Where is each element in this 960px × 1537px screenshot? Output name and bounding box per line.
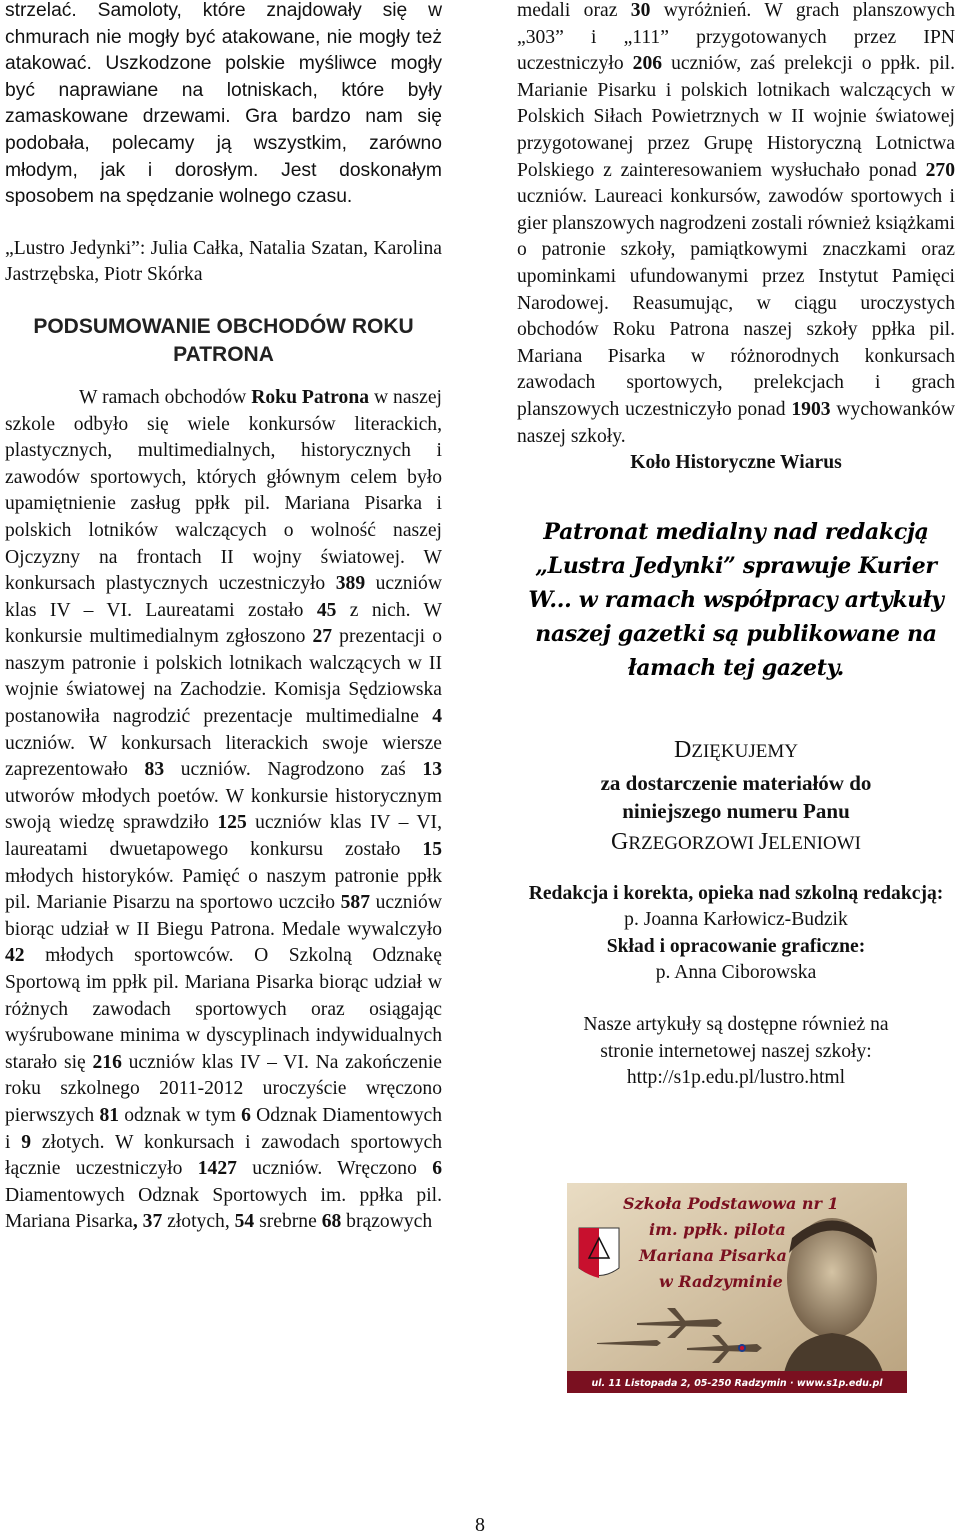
thanks-name	[517, 827, 955, 859]
online-note: Nasze artykuły są dostępne również na stronie internetowej naszej szkoły:	[583, 1014, 889, 1062]
text-run: uczniów, zaś prelekcji o ppłk. pil. Marianie Pisarku i polskich lotnikach walczących w Polskich Siłach Powietrznych w II wojnie światowej przygotowanej przez Grupę Historyczną Lotnictwa Polskiego z zainteresowaniem wysłuchało ponad	[517, 53, 955, 181]
poster-graphic	[567, 1183, 907, 1393]
thanks-title-rest: ZIĘKUJEMY	[691, 740, 798, 762]
bold-figure: 6	[432, 1158, 442, 1180]
article-ending: strzelać. Samoloty, które znajdowały się w chmurach nie mogły być atakowane, nie mogły też atakować. Uszkodzone polskie myśliwce mogły być naprawiane na lotniskach, które były zamaskowane drzewami. Gra bardzo nam się podobała, polecamy ją wszystkim, zarówno młodym, jak i dorosłym. Jest doskonałym sposobem na spędzanie wolnego czasu.	[5, 0, 442, 208]
bold-figure: 54	[234, 1211, 255, 1233]
text-run: prezentacji o naszym patronie i polskich lotnikach walczących w II wojnie światowej na Zachodzie. Komisja Sędziowska postanowiła nagrodzić prezentacje multimedialne	[5, 626, 442, 728]
bold-figure: 216	[92, 1051, 122, 1073]
text-run: uczniów. Laureaci konkursów, zawodów sportowych i gier planszowych nagrodzeni zostali również książkami o patronie szkoły, pamiątkowymi znaczkami oraz upominkami ufundowanymi przez Instytut Pamięci Narodowej. Reasumując, w ciągu uroczystych obchodów Roku Patrona naszej szkoły ppłka pil. Mariana Pisarka w różnorodnych konkursach zawodach sportowych, prelekcjach i grach planszowych uczestniczyło ponad	[517, 186, 955, 420]
layout-name: p. Anna Ciborowska	[655, 962, 817, 984]
bold-figure: 206	[632, 53, 663, 75]
poster-line2: im. ppłk. pilota	[649, 1220, 786, 1239]
text-run: młodych sportowców. O Szkolną Odznakę Sportową im ppłk pil. Mariana Pisarka biorąc udział w różnych zawodach sportowych oraz osiągając wyśrubowane minima w dyscyplinach indywidualnych starało się	[5, 945, 442, 1073]
bold-figure: 30	[630, 0, 651, 21]
poster-line3: Mariana Pisarka	[639, 1246, 787, 1265]
thanks-name-initial-j: J	[758, 828, 769, 855]
bold-figure: , 37	[132, 1211, 163, 1233]
patronage-note: Patronat medialny nad redakcją „Lustra Jedynki” sprawuje Kurier W... w ramach współpracy artykuły naszej gazetki są publikowane na łamach tej gazety.	[528, 518, 944, 681]
summary-text-continued	[517, 0, 955, 450]
text-run: odznak w tym	[119, 1104, 242, 1126]
text-run: uczniów. W konkursach literackich swoje wiersze zaprezentowało	[5, 732, 442, 781]
poster-line1: Szkoła Podstawowa nr 1	[623, 1194, 839, 1213]
school-patron-poster	[567, 1183, 907, 1393]
bold-figure: 15	[422, 839, 442, 861]
text-run: w naszej szkole odbyło się wiele konkursów literackich, plastycznych, multimedialnych, historycznych i zawodów sportowych, których głównym celem było upamiętnienie zasług ppłk pil. Mariana Pisarka i polskich lotników walczących o wolność naszej Ojczyzny na frontach II wojny światowej. W konkursach plastycznych uczestniczyło	[5, 386, 443, 595]
text-run: medali oraz	[517, 0, 631, 21]
text-run: uczniów klas IV – VI. Na zakończenie roku szkolnego 2011-2012 uroczyście wręczono pierwszych	[5, 1051, 442, 1126]
page-number: 8	[475, 1514, 485, 1536]
text-run: z nich. W konkursie multimedialnym zgłoszono	[5, 599, 442, 648]
club-signature-text: Koło Historyczne Wiarus	[630, 452, 842, 474]
text-run: wyróżnień. W grach planszowych „303” i „111” przygotowanych przez IPN uczestniczyło	[517, 0, 955, 75]
bold-figure: 45	[316, 599, 337, 621]
bold-figure: 81	[99, 1104, 120, 1126]
bold-figure: 6	[241, 1104, 251, 1126]
text-run: W ramach obchodów	[79, 386, 252, 408]
bold-figure: Roku Patrona	[251, 386, 370, 408]
text-run: Odznak Diamentowych i	[5, 1104, 443, 1153]
article-signature: „Lustro Jedynki”: Julia Całka, Natalia Szatan, Karolina Jastrzębska, Piotr Skórka	[5, 237, 442, 286]
thanks-title-initial: D	[674, 736, 692, 763]
bold-figure: 42	[5, 945, 25, 967]
text-run: brązowych	[341, 1211, 433, 1233]
poster-footer: ul. 11 Listopada 2, 05-250 Radzymin · www.s1p.edu.pl	[591, 1378, 883, 1389]
text-run: uczniów. Nagrodzono zaś	[164, 759, 423, 781]
poster-line4: w Radzyminie	[659, 1272, 783, 1291]
text-run: utworów młodych poetów. W konkursie historycznym swoją wiedzę sprawdziło	[5, 785, 442, 834]
thanks-block	[517, 735, 955, 859]
thanks-line: za dostarczenie materiałów do niniejszego numeru Panu	[600, 770, 872, 823]
text-run: uczniów biorąc udział w II Biegu Patrona. Medale wywalczyło	[5, 892, 442, 940]
right-column	[517, 0, 955, 1092]
bold-figure: 68	[321, 1211, 342, 1233]
bold-figure: 125	[217, 812, 247, 834]
bold-figure: 1903	[791, 398, 831, 420]
left-column	[5, 0, 442, 1236]
editorial-label: Redakcja i korekta, opieka nad szkolną redakcją:	[528, 882, 944, 904]
bold-figure: 9	[21, 1131, 32, 1153]
text-run: uczniów. Wręczono	[236, 1158, 433, 1180]
thanks-name-initial-g: G	[611, 828, 629, 855]
text-run: uczniów klas IV – VI, laureatami dwuetapowego konkursu zostało	[5, 812, 442, 861]
thanks-name-rest-g: RZEGORZOWI	[628, 832, 759, 854]
bold-figure: 13	[422, 759, 442, 781]
text-run: Diamentowych Odznak Sportowych im. ppłka pil. Mariana Pisarka	[5, 1184, 442, 1233]
text-run: wychowanków naszej szkoły.	[517, 398, 955, 447]
bold-figure: 270	[925, 159, 955, 181]
summary-text	[5, 385, 442, 1236]
bold-figure: 1427	[197, 1158, 237, 1180]
website-url: http://s1p.edu.pl/lustro.html	[626, 1067, 846, 1089]
text-run: złotych,	[162, 1211, 235, 1233]
school-emblem	[579, 1228, 619, 1278]
thanks-name-rest-j: ELENIOWI	[768, 832, 861, 854]
text-run: srebrne	[254, 1211, 322, 1233]
bold-figure: 27	[312, 626, 333, 648]
club-signature	[517, 450, 955, 477]
bold-figure: 587	[340, 892, 371, 914]
roundel-center	[740, 1346, 744, 1350]
editorial-name: p. Joanna Karłowicz-Budzik	[624, 909, 848, 931]
bold-figure: 4	[432, 706, 442, 728]
credits	[517, 881, 955, 1092]
section-heading: PODSUMOWANIE OBCHODÓW ROKU PATRONA	[33, 314, 414, 366]
bold-figure: 389	[335, 573, 366, 595]
layout-label: Skład i opracowanie graficzne:	[606, 935, 866, 957]
bold-figure: 83	[144, 759, 165, 781]
text-run: młodych historyków. Pamięć o naszym patronie ppłk pil. Marianie Pisarzu na sportowo uczciło	[5, 865, 442, 914]
text-run: uczniów klas IV – VI. Laureatami zostało	[5, 573, 442, 621]
text-run: złotych. W konkursach i zawodach sportowych łącznie uczestniczyło	[5, 1131, 442, 1180]
thanks-title	[517, 735, 955, 767]
